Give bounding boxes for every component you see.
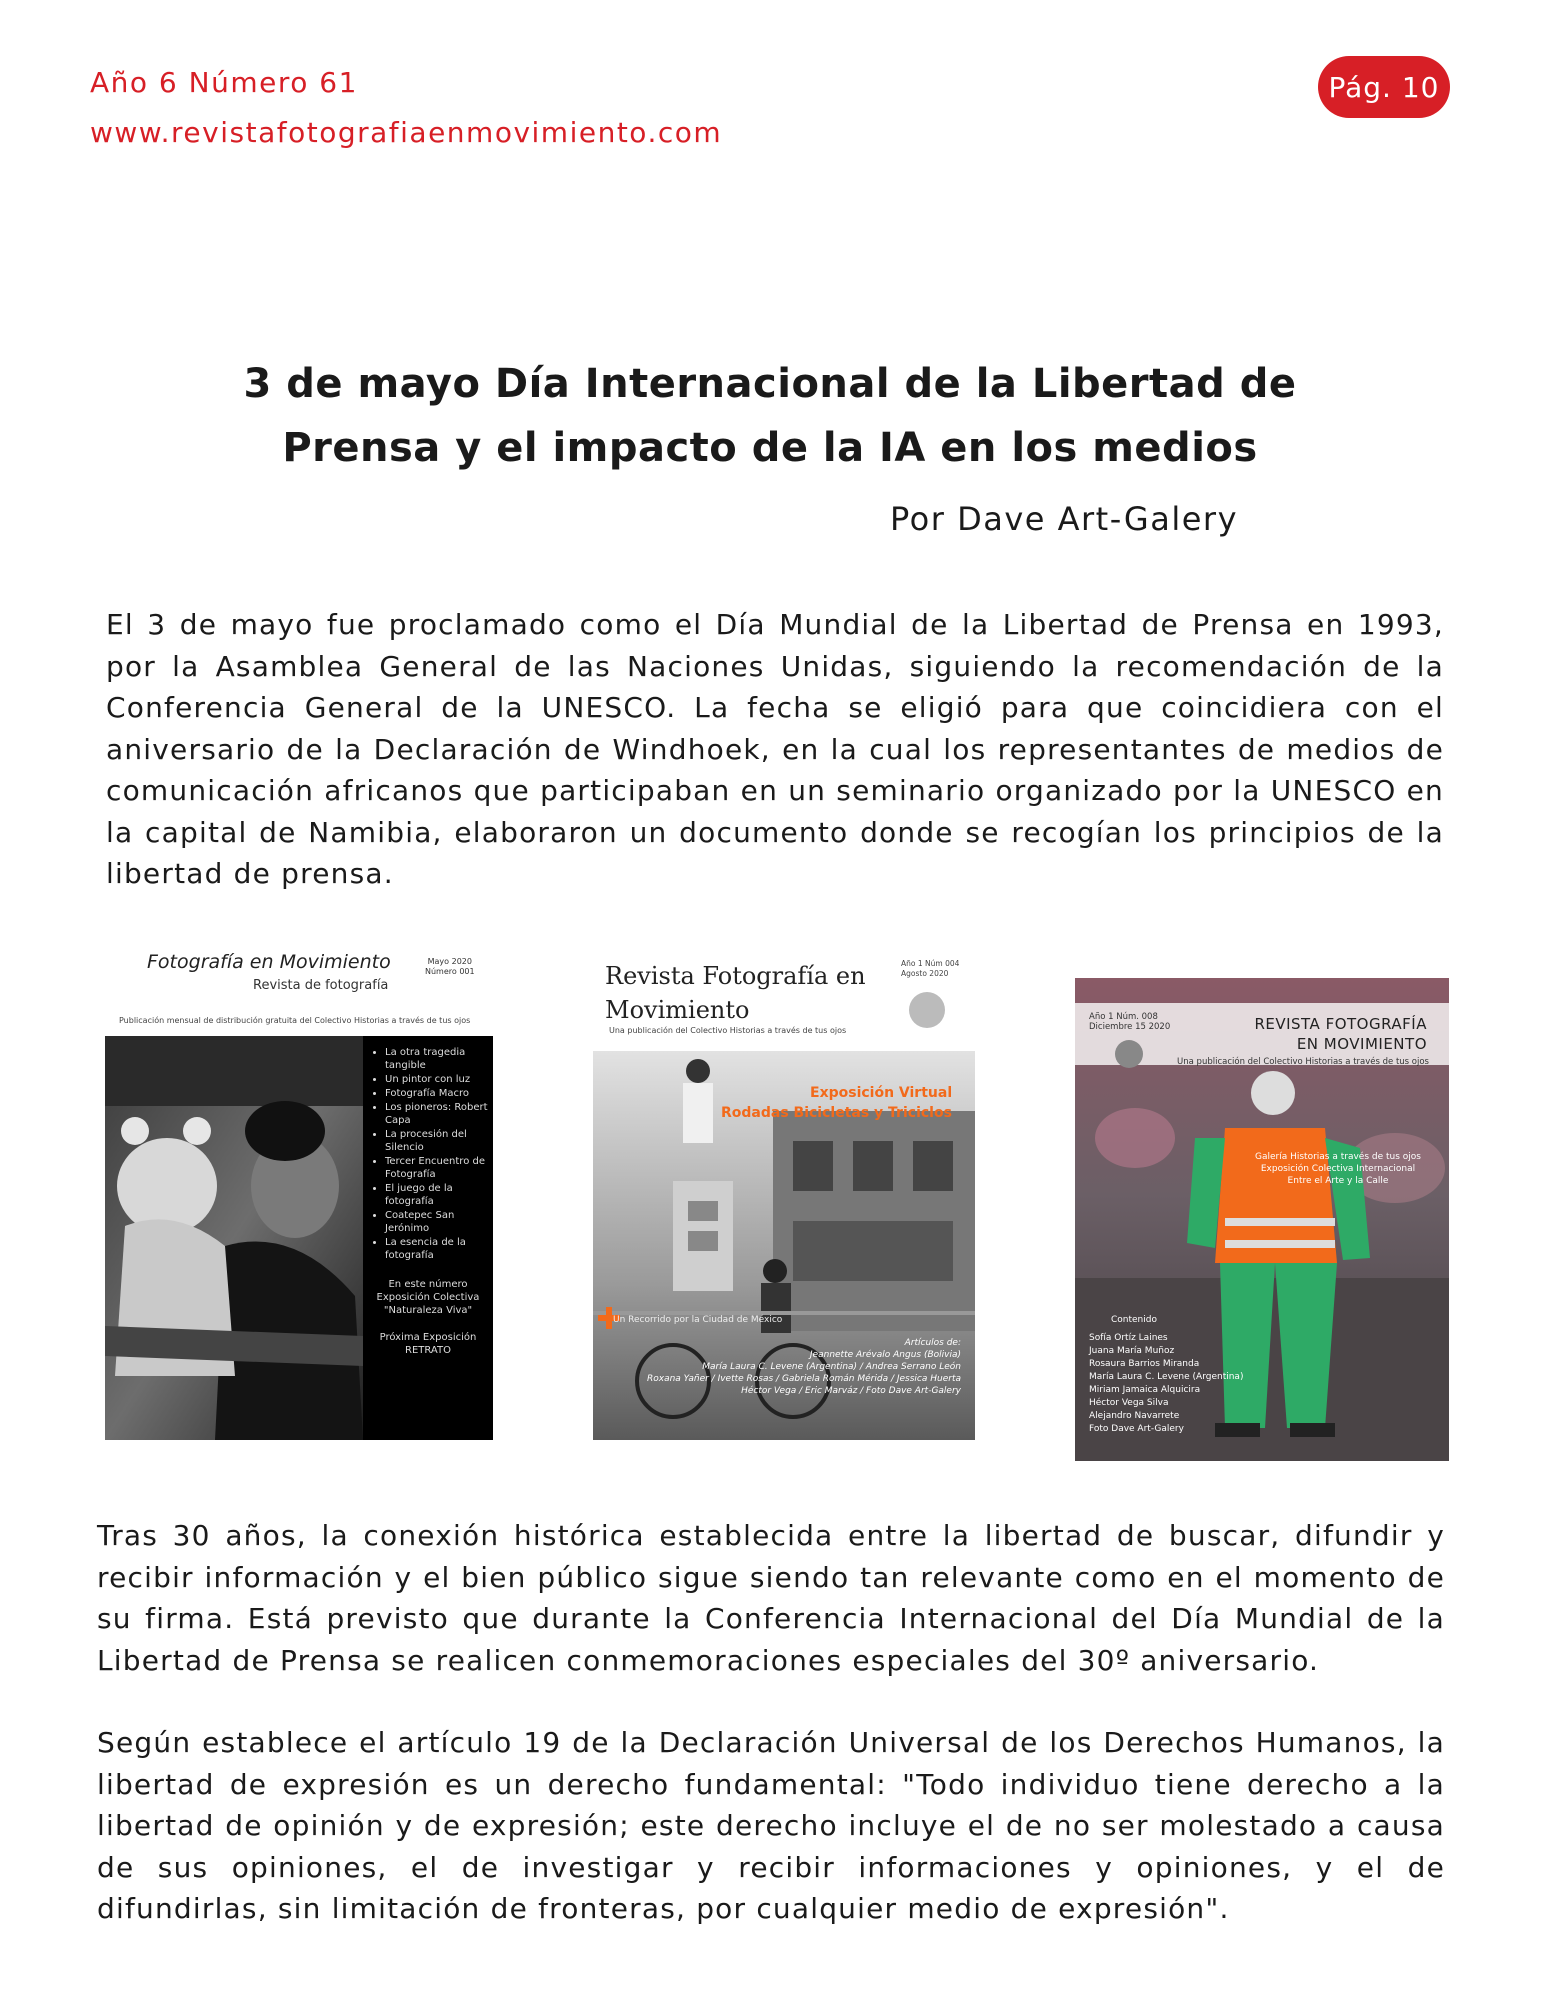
cover3-title-line2: EN MOVIMIENTO [1296, 1035, 1427, 1053]
magazine-cover-1 [105, 945, 493, 1440]
website-url[interactable]: www.revistafotografiaenmovimiento.com [90, 116, 723, 149]
magazine-cover-2 [593, 955, 975, 1440]
cover1-date [425, 957, 475, 977]
cover2-logo-icon [909, 992, 945, 1028]
cover3-contents [1089, 1314, 1243, 1436]
cover1-note-line: En este número [388, 1279, 468, 1290]
cover2-date-number: Año 1 Núm 004 [901, 959, 960, 968]
cover3-gallery-line: Entre el Arte y la Calle [1287, 1176, 1389, 1186]
article-title-line2: Prensa y el impacto de la IA en los medios [282, 425, 1258, 471]
cover1-next-line: Próxima Exposición [379, 1332, 477, 1343]
cover2-title: Revista Fotografía en Movimiento [605, 962, 866, 1024]
cover3-date [1089, 1012, 1170, 1032]
paragraph-intro: El 3 de mayo fue proclamado como el Día Mundial de la Libertad de Prensa en 1993, por la Asamblea General de las Naciones Unidas, siguiendo la recomendación de la Conferencia General de la UNESCO. La fecha se eligió para que coincidiera con el aniversario de la Declaración de Windhoek, en la cual los representantes de medios de comunicación africanos que participaban en un seminario organizado por la UNESCO en la capital de Namibia, elaboraron un documento donde se recogían los principios de la libertad de prensa. [106, 608, 1444, 890]
cover2-publication-note: Una publicación del Colectivo Historias a través de tus ojos [609, 1026, 847, 1035]
cover1-contents-item: • Los pioneros: Robert Capa [385, 1101, 493, 1127]
cover2-articles-line: María Laura C. Levene (Argentina) / Andrea Serrano León [702, 1362, 961, 1372]
cover1-contents-item: • El juego de la fotografía [385, 1182, 493, 1208]
cover1-photo-mother-child [105, 1036, 363, 1440]
cover3-date-day: Diciembre 15 2020 [1089, 1022, 1171, 1032]
cover3-gallery-line: Exposición Colectiva Internacional [1260, 1164, 1416, 1174]
cover1-contents-item: • Un pintor con luz [385, 1073, 493, 1086]
cover3-contents-item: Alejandro Navarrete [1089, 1411, 1180, 1421]
cover1-note-line: "Naturaleza Viva" [383, 1305, 473, 1316]
cover3-contents-item: Foto Dave Art-Galery [1089, 1424, 1184, 1434]
cover2-articles-line: Héctor Vega / Eric Marváz / Foto Dave Art-Galery [741, 1386, 961, 1396]
cover3-logo-icon [1115, 1040, 1143, 1068]
cover1-date-month: Mayo 2020 [427, 957, 472, 966]
cover2-articles [647, 1337, 961, 1397]
cover1-contents-item: • Coatepec San Jerónimo [385, 1209, 493, 1235]
cover1-contents-item: • La esencia de la fotografía [385, 1236, 493, 1262]
cover1-note-line: Exposición Colectiva [376, 1292, 480, 1303]
cover3-contents-item: María Laura C. Levene (Argentina) [1089, 1372, 1244, 1382]
article-title [200, 352, 1340, 480]
cover2-date-month: Agosto 2020 [901, 969, 949, 978]
cover3-publication-note: Una publicación del Colectivo Historias a través de tus ojos [1177, 1057, 1429, 1067]
cover3-date-number: Año 1 Núm. 008 [1089, 1012, 1158, 1022]
cover2-event-subtitle: Rodadas Bicicletas y Triciclos [721, 1105, 952, 1121]
paragraph-article-19: Según establece el artículo 19 de la Declaración Universal de los Derechos Humanos, la libertad de expresión es un derecho fundamental: "Todo individuo tiene derecho a la libertad de opinión y de expresión; este derecho incluye el de no ser molestado a causa de sus opiniones, el de investigar y recibir informaciones y opiniones, y el de difundirlas, sin limitación de fronteras, por cualquier medio de expresión". [97, 1726, 1445, 1925]
cover3-title [1254, 1014, 1427, 1054]
cover1-title: Fotografía en Movimiento [147, 951, 391, 973]
cover2-articles-line: Roxana Yañer / Ivette Rosas / Gabriela Román Mérida / Jessica Huerta [647, 1374, 961, 1384]
cover1-next-exhibition [363, 1331, 493, 1357]
cover3-contents-item: Héctor Vega Silva [1089, 1398, 1169, 1408]
paragraph-thirty-years: Tras 30 años, la conexión histórica establecida entre la libertad de buscar, difundir y recibir información y el bien público sigue siendo tan relevante como en el momento de su firma. Está previsto que durante la Conferencia Internacional del Día Mundial de la Libertad de Prensa se realicen conmemoraciones especiales del 30º aniversario. [97, 1519, 1445, 1677]
byline: Por Dave Art-Galery [890, 500, 1238, 538]
cover1-contents-item: • La otra tragedia tangible [385, 1046, 493, 1072]
cover3-contents-item: Rosaura Barrios Miranda [1089, 1359, 1200, 1369]
cover3-contents-item: Sofía Ortíz Laines [1089, 1333, 1168, 1343]
cover1-contents-list [363, 1046, 493, 1262]
cover1-in-this-issue [363, 1278, 493, 1317]
cover1-subtitle: Revista de fotografía [253, 978, 389, 993]
cover3-contents-item: Miriam Jamaica Alquicira [1089, 1385, 1201, 1395]
cover2-articles-line: Jeannette Arévalo Angus (Bolivia) [809, 1350, 961, 1360]
cover2-route-label: Un Recorrido por la Ciudad de México [613, 1315, 783, 1325]
cover3-contents-item: Juana María Muñoz [1089, 1346, 1175, 1356]
cover2-event-title: Exposición Virtual [810, 1085, 953, 1101]
cover1-contents-item: • Fotografía Macro [385, 1087, 493, 1100]
cover3-contents-label: Contenido [1111, 1315, 1157, 1325]
cover1-next-line: RETRATO [405, 1345, 451, 1356]
cover2-articles-line: Artículos de: [904, 1338, 961, 1348]
article-title-line1: 3 de mayo Día Internacional de la Libertad de [243, 361, 1297, 407]
magazine-cover-3 [1075, 978, 1449, 1461]
page-number-badge: Pág. 10 [1318, 56, 1450, 118]
cover1-contents-panel [363, 1036, 493, 1440]
cover1-contents-item: • La procesión del Silencio [385, 1128, 493, 1154]
cover3-gallery-line: Galería Historias a través de tus ojos [1255, 1152, 1421, 1162]
cover1-contents-item: • Tercer Encuentro de Fotografía [385, 1155, 493, 1181]
cover2-date [901, 959, 959, 979]
cover1-date-number: Número 001 [425, 967, 475, 976]
cover3-gallery-text [1243, 1151, 1433, 1187]
issue-number: Año 6 Número 61 [90, 66, 358, 99]
cover1-publication-note: Publicación mensual de distribución gratuita del Colectivo Historias a través de tus ojos [119, 1016, 471, 1025]
cover3-title-line1: REVISTA FOTOGRAFÍA [1254, 1015, 1427, 1033]
